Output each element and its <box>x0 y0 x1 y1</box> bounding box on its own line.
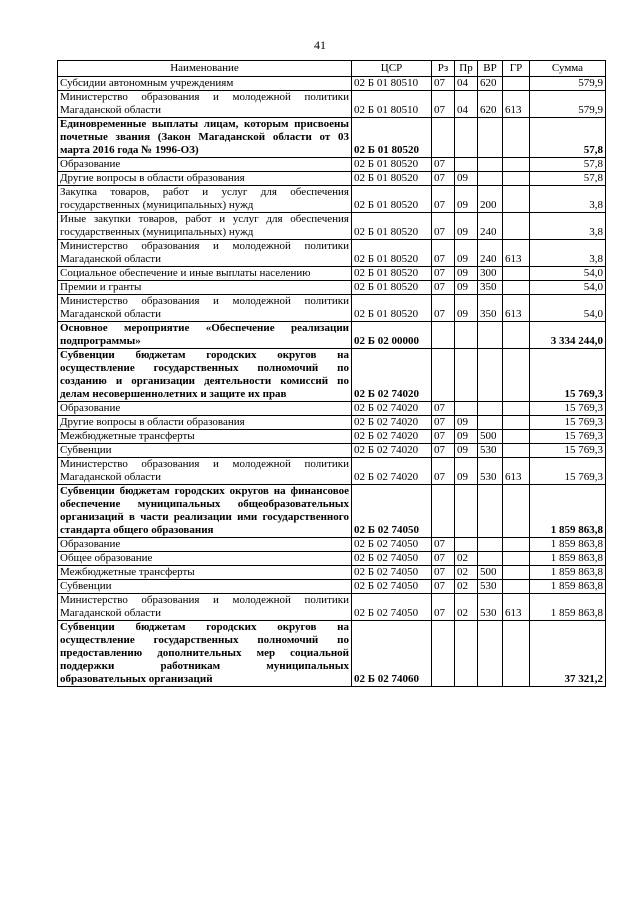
cell-rz: 07 <box>432 430 455 444</box>
cell-vr <box>478 118 503 158</box>
cell-gr <box>503 349 530 402</box>
table-row <box>58 594 606 621</box>
table-row <box>58 158 606 172</box>
table-row <box>58 91 606 118</box>
table-row <box>58 416 606 430</box>
cell-pr <box>455 402 478 416</box>
cell-name: Министерство образования и молодежной политики Магаданской области <box>58 458 352 485</box>
cell-rz <box>432 485 455 538</box>
cell-rz <box>432 118 455 158</box>
cell-csr: 02 Б 02 74050 <box>352 580 432 594</box>
page-number: 41 <box>314 38 326 52</box>
cell-gr <box>503 416 530 430</box>
cell-pr: 04 <box>455 91 478 118</box>
cell-sum: 15 769,3 <box>530 430 606 444</box>
cell-pr: 09 <box>455 430 478 444</box>
cell-vr <box>478 172 503 186</box>
cell-gr <box>503 118 530 158</box>
cell-name: Субвенции <box>58 580 352 594</box>
cell-name: Образование <box>58 158 352 172</box>
table-row <box>58 186 606 213</box>
cell-csr: 02 Б 01 80520 <box>352 267 432 281</box>
cell-pr <box>455 158 478 172</box>
cell-pr: 02 <box>455 594 478 621</box>
cell-gr <box>503 621 530 687</box>
cell-gr: 613 <box>503 240 530 267</box>
cell-gr <box>503 186 530 213</box>
header-csr: ЦСР <box>352 61 432 77</box>
cell-vr <box>478 349 503 402</box>
cell-gr: 613 <box>503 295 530 322</box>
cell-csr: 02 Б 02 74020 <box>352 416 432 430</box>
cell-sum: 37 321,2 <box>530 621 606 687</box>
cell-csr: 02 Б 02 74020 <box>352 430 432 444</box>
table-header-row <box>58 61 606 77</box>
cell-sum: 3,8 <box>530 240 606 267</box>
cell-csr: 02 Б 02 74050 <box>352 485 432 538</box>
cell-gr: 613 <box>503 458 530 485</box>
cell-vr: 300 <box>478 267 503 281</box>
cell-name: Закупка товаров, работ и услуг для обеспечения государственных (муниципальных) нужд <box>58 186 352 213</box>
cell-rz: 07 <box>432 213 455 240</box>
cell-sum: 1 859 863,8 <box>530 552 606 566</box>
cell-gr: 613 <box>503 594 530 621</box>
cell-vr: 530 <box>478 580 503 594</box>
cell-vr <box>478 402 503 416</box>
table-row <box>58 267 606 281</box>
cell-pr <box>455 538 478 552</box>
cell-csr: 02 Б 02 74020 <box>352 444 432 458</box>
cell-csr: 02 Б 01 80510 <box>352 91 432 118</box>
cell-pr: 09 <box>455 444 478 458</box>
cell-sum: 57,8 <box>530 118 606 158</box>
cell-pr: 09 <box>455 240 478 267</box>
cell-name: Социальное обеспечение и иные выплаты населению <box>58 267 352 281</box>
cell-rz: 07 <box>432 416 455 430</box>
header-gr: ГР <box>503 61 530 77</box>
cell-rz: 07 <box>432 566 455 580</box>
cell-csr: 02 Б 02 74050 <box>352 594 432 621</box>
table-row <box>58 322 606 349</box>
cell-name: Образование <box>58 538 352 552</box>
cell-sum: 54,0 <box>530 295 606 322</box>
cell-rz: 07 <box>432 580 455 594</box>
cell-name: Субсидии автономным учреждениям <box>58 77 352 91</box>
table-row <box>58 172 606 186</box>
cell-pr: 09 <box>455 213 478 240</box>
cell-name: Иные закупки товаров, работ и услуг для обеспечения государственных (муниципальных) нужд <box>58 213 352 240</box>
table-body <box>58 77 606 687</box>
table-row <box>58 444 606 458</box>
cell-name: Межбюджетные трансферты <box>58 430 352 444</box>
cell-name: Министерство образования и молодежной политики Магаданской области <box>58 295 352 322</box>
cell-sum: 1 859 863,8 <box>530 594 606 621</box>
cell-vr <box>478 322 503 349</box>
cell-name: Субвенции бюджетам городских округов на осуществление государственных полномочий по созданию и организации деятельности комиссий по делам несовершеннолетних и защите их прав <box>58 349 352 402</box>
cell-gr <box>503 444 530 458</box>
header-pr: Пр <box>455 61 478 77</box>
cell-csr: 02 Б 02 74020 <box>352 349 432 402</box>
cell-rz: 07 <box>432 594 455 621</box>
cell-gr <box>503 213 530 240</box>
cell-sum: 15 769,3 <box>530 444 606 458</box>
cell-name: Министерство образования и молодежной политики Магаданской области <box>58 240 352 267</box>
cell-vr <box>478 621 503 687</box>
cell-name: Министерство образования и молодежной политики Магаданской области <box>58 594 352 621</box>
budget-table <box>57 60 606 687</box>
cell-vr <box>478 552 503 566</box>
cell-name: Субвенции <box>58 444 352 458</box>
cell-sum: 579,9 <box>530 77 606 91</box>
cell-name: Основное мероприятие «Обеспечение реализации подпрограммы» <box>58 322 352 349</box>
cell-sum: 1 859 863,8 <box>530 580 606 594</box>
header-vr: ВР <box>478 61 503 77</box>
cell-rz: 07 <box>432 295 455 322</box>
cell-gr <box>503 172 530 186</box>
cell-csr: 02 Б 01 80520 <box>352 172 432 186</box>
table-row <box>58 240 606 267</box>
cell-pr: 09 <box>455 267 478 281</box>
cell-sum: 3 334 244,0 <box>530 322 606 349</box>
cell-vr: 530 <box>478 444 503 458</box>
cell-vr: 240 <box>478 213 503 240</box>
cell-gr <box>503 267 530 281</box>
cell-vr: 350 <box>478 295 503 322</box>
table-row <box>58 458 606 485</box>
cell-sum: 1 859 863,8 <box>530 538 606 552</box>
cell-csr: 02 Б 02 74050 <box>352 552 432 566</box>
cell-vr: 530 <box>478 458 503 485</box>
cell-rz: 07 <box>432 267 455 281</box>
cell-name: Министерство образования и молодежной политики Магаданской области <box>58 91 352 118</box>
cell-sum: 579,9 <box>530 91 606 118</box>
cell-sum: 3,8 <box>530 213 606 240</box>
cell-name: Другие вопросы в области образования <box>58 416 352 430</box>
cell-rz: 07 <box>432 158 455 172</box>
cell-pr: 02 <box>455 580 478 594</box>
cell-name: Другие вопросы в области образования <box>58 172 352 186</box>
cell-csr: 02 Б 01 80520 <box>352 158 432 172</box>
table-row <box>58 566 606 580</box>
table-row <box>58 430 606 444</box>
cell-gr <box>503 402 530 416</box>
cell-csr: 02 Б 02 74050 <box>352 566 432 580</box>
cell-vr: 200 <box>478 186 503 213</box>
cell-vr: 620 <box>478 77 503 91</box>
cell-vr: 350 <box>478 281 503 295</box>
cell-rz: 07 <box>432 240 455 267</box>
cell-pr <box>455 485 478 538</box>
cell-rz <box>432 349 455 402</box>
cell-name: Межбюджетные трансферты <box>58 566 352 580</box>
cell-gr <box>503 538 530 552</box>
table-row <box>58 580 606 594</box>
cell-csr: 02 Б 01 80510 <box>352 77 432 91</box>
header-sum: Сумма <box>530 61 606 77</box>
cell-rz: 07 <box>432 402 455 416</box>
table-row <box>58 281 606 295</box>
cell-pr: 09 <box>455 416 478 430</box>
cell-name: Общее образование <box>58 552 352 566</box>
cell-sum: 1 859 863,8 <box>530 566 606 580</box>
table-row <box>58 538 606 552</box>
cell-pr: 09 <box>455 186 478 213</box>
cell-gr <box>503 158 530 172</box>
cell-gr: 613 <box>503 91 530 118</box>
cell-pr: 02 <box>455 566 478 580</box>
cell-vr: 620 <box>478 91 503 118</box>
cell-rz: 07 <box>432 458 455 485</box>
cell-vr <box>478 538 503 552</box>
header-name: Наименование <box>58 61 352 77</box>
cell-rz: 07 <box>432 186 455 213</box>
cell-csr: 02 Б 01 80520 <box>352 281 432 295</box>
cell-sum: 15 769,3 <box>530 349 606 402</box>
cell-csr: 02 Б 01 80520 <box>352 295 432 322</box>
cell-rz <box>432 322 455 349</box>
cell-name: Единовременные выплаты лицам, которым присвоены почетные звания (Закон Магаданской области от 03 марта 2016 года № 1996-ОЗ) <box>58 118 352 158</box>
cell-vr <box>478 158 503 172</box>
cell-pr: 04 <box>455 77 478 91</box>
cell-csr: 02 Б 01 80520 <box>352 213 432 240</box>
cell-vr <box>478 485 503 538</box>
cell-rz: 07 <box>432 538 455 552</box>
cell-rz: 07 <box>432 91 455 118</box>
cell-sum: 54,0 <box>530 267 606 281</box>
cell-csr: 02 Б 02 74020 <box>352 402 432 416</box>
cell-pr: 09 <box>455 281 478 295</box>
cell-gr <box>503 77 530 91</box>
cell-csr: 02 Б 02 74060 <box>352 621 432 687</box>
table-row <box>58 213 606 240</box>
cell-csr: 02 Б 02 74050 <box>352 538 432 552</box>
cell-name: Субвенции бюджетам городских округов на осуществление государственных полномочий по предоставлению дополнительных мер социальной поддержки работникам муниципальных образовательных организаций <box>58 621 352 687</box>
cell-vr <box>478 416 503 430</box>
cell-sum: 3,8 <box>530 186 606 213</box>
cell-csr: 02 Б 02 74020 <box>352 458 432 485</box>
cell-gr <box>503 580 530 594</box>
cell-rz: 07 <box>432 77 455 91</box>
cell-sum: 15 769,3 <box>530 458 606 485</box>
cell-pr <box>455 118 478 158</box>
cell-rz: 07 <box>432 444 455 458</box>
table-row <box>58 485 606 538</box>
cell-pr <box>455 621 478 687</box>
cell-pr <box>455 322 478 349</box>
cell-vr: 500 <box>478 566 503 580</box>
cell-name: Субвенции бюджетам городских округов на финансовое обеспечение муниципальных общеобразовательных организаций в части реализации ими государственного стандарта общего образования <box>58 485 352 538</box>
cell-sum: 1 859 863,8 <box>530 485 606 538</box>
cell-pr: 09 <box>455 458 478 485</box>
cell-pr <box>455 349 478 402</box>
cell-name: Премии и гранты <box>58 281 352 295</box>
cell-sum: 15 769,3 <box>530 416 606 430</box>
cell-sum: 57,8 <box>530 158 606 172</box>
cell-csr: 02 Б 01 80520 <box>352 186 432 213</box>
cell-rz: 07 <box>432 552 455 566</box>
cell-vr: 530 <box>478 594 503 621</box>
cell-gr <box>503 281 530 295</box>
cell-pr: 02 <box>455 552 478 566</box>
header-rz: Рз <box>432 61 455 77</box>
cell-name: Образование <box>58 402 352 416</box>
cell-csr: 02 Б 02 00000 <box>352 322 432 349</box>
cell-rz <box>432 621 455 687</box>
table-row <box>58 118 606 158</box>
cell-csr: 02 Б 01 80520 <box>352 240 432 267</box>
table-row <box>58 349 606 402</box>
cell-rz: 07 <box>432 172 455 186</box>
cell-gr <box>503 566 530 580</box>
cell-gr <box>503 485 530 538</box>
cell-pr: 09 <box>455 295 478 322</box>
cell-sum: 54,0 <box>530 281 606 295</box>
table-row <box>58 295 606 322</box>
cell-sum: 15 769,3 <box>530 402 606 416</box>
cell-gr <box>503 430 530 444</box>
cell-sum: 57,8 <box>530 172 606 186</box>
table-row <box>58 621 606 687</box>
cell-gr <box>503 322 530 349</box>
table-row <box>58 402 606 416</box>
table-row <box>58 77 606 91</box>
cell-pr: 09 <box>455 172 478 186</box>
table-row <box>58 552 606 566</box>
cell-csr: 02 Б 01 80520 <box>352 118 432 158</box>
cell-vr: 500 <box>478 430 503 444</box>
cell-gr <box>503 552 530 566</box>
cell-vr: 240 <box>478 240 503 267</box>
cell-rz: 07 <box>432 281 455 295</box>
